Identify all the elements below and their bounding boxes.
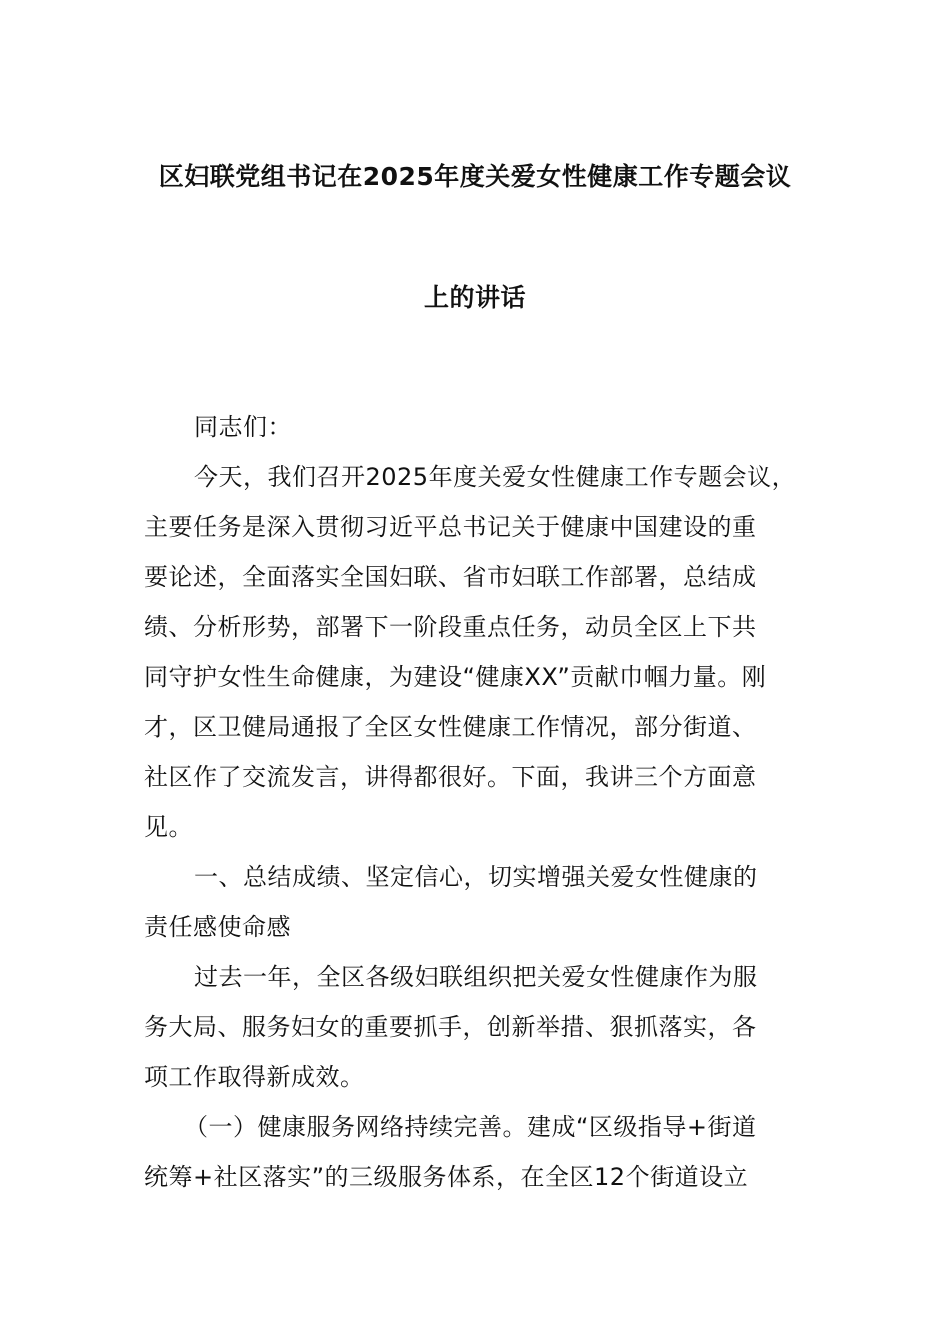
paragraph-line: 过去一年，全区各级妇联组织把关爱女性健康作为服 [194, 963, 758, 991]
paragraph-line: 要论述，全面落实全国妇联、省市妇联工作部署，总结成 [144, 563, 757, 591]
paragraph-line: 绩、分析形势，部署下一阶段重点任务，动员全区上下共 [144, 613, 757, 641]
paragraph-line: 务大局、服务妇女的重要抓手，创新举措、狠抓落实，各 [144, 1013, 757, 1041]
document-title-line-1: 区妇联党组书记在2025年度关爱女性健康工作专题会议 [158, 162, 792, 191]
paragraph-line: 今天，我们召开2025年度关爱女性健康工作专题会议， [194, 463, 797, 491]
paragraph-line: 主要任务是深入贯彻习近平总书记关于健康中国建设的重 [144, 513, 757, 541]
document-body [144, 402, 814, 1202]
salutation: 同志们： [194, 413, 292, 441]
paragraph-line: 统筹+社区落实”的三级服务体系，在全区12个街道设立 [144, 1163, 749, 1191]
paragraph-line: 见。 [144, 813, 193, 841]
document-title-line-2: 上的讲话 [423, 283, 526, 312]
subsection-line: （一）健康服务网络持续完善。建成“区级指导+街道 [184, 1113, 757, 1141]
section-heading-line: 一、总结成绩、坚定信心，切实增强关爱女性健康的 [194, 863, 758, 891]
paragraph-line: 社区作了交流发言，讲得都很好。下面，我讲三个方面意 [144, 763, 757, 791]
section-heading-line: 责任感使命感 [144, 913, 291, 941]
paragraph-line: 才，区卫健局通报了全区女性健康工作情况，部分街道、 [144, 713, 757, 741]
paragraph-line: 同守护女性生命健康，为建设“健康XX”贡献巾帼力量。刚 [144, 663, 767, 691]
paragraph-line: 项工作取得新成效。 [144, 1063, 365, 1091]
